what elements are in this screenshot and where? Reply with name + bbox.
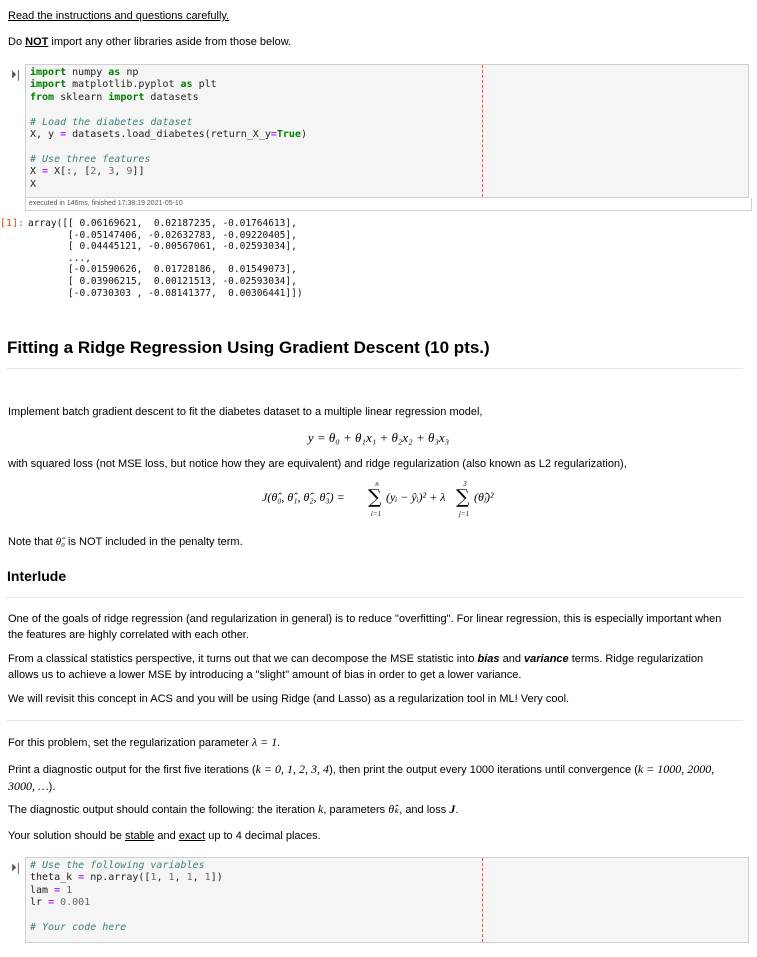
not-emphasis: NOT xyxy=(25,36,49,48)
output-prompt: [1]: xyxy=(0,218,25,229)
implement-text: Implement batch gradient descent to fit the diabetes dataset to a multiple linear regression model, xyxy=(8,406,483,418)
squared-loss-text: with squared loss (not MSE loss, but notice how they are equivalent) and ridge regularization (also known as L2 regularization), xyxy=(8,458,627,470)
divider xyxy=(6,368,743,369)
divider xyxy=(6,597,743,598)
interlude-paragraph-2: From a classical statistics perspective, it turns out that we can decompose the MSE statistic into bias and variance terms. Ridge regularization allows us to achieve a lower MSE by introducing a "slight" amount of bias in order to get a lower variance. xyxy=(8,653,704,681)
code-cell-solution[interactable] xyxy=(25,857,749,943)
instructions-heading xyxy=(8,8,743,24)
output-array: array([[ 0.06169621, 0.02187235, -0.01764613], [-0.05147406, -0.02632783, -0.09220405], [ 0.04445121, -0.00567061, -0.02593034], ..., [-0.01590626, 0.01728186, 0.01549073], [ 0.03906215, 0.00121513, -0.02593034], [-0.0730303 , -0.08141377, 0.00306441]]) xyxy=(28,218,303,299)
loss-equation: J(θ̂₀, θ̂₁, θ̂₂, θ̂₃) = n ∑ i=1 (yᵢ − ŷᵢ)² + λ 3 ∑ j=1 (θ̂ⱼ)² xyxy=(262,480,494,518)
run-cell-icon[interactable]: ⏵| xyxy=(11,68,21,81)
code-cell-imports[interactable] xyxy=(25,64,749,198)
diagnostic-contents: The diagnostic output should contain the following: the iteration k, parameters θ̂ₖ, and loss J. xyxy=(8,802,459,816)
model-equation: y = θ₀ + θ₁x₁ + θ₂x₂ + θ₃x₃ xyxy=(307,430,450,445)
line-length-ruler xyxy=(482,858,483,942)
import-restriction: Do NOT import any other libraries aside from those below. xyxy=(8,36,292,48)
interlude-paragraph-1: One of the goals of ridge regression (and regularization in general) is to reduce "overfitting". For linear regression, this is especially important when the features are highly correlated with each other. xyxy=(8,613,722,641)
sum-symbol: ∑ xyxy=(368,486,382,508)
read-instructions-text: Read the instructions and questions carefully. xyxy=(8,10,230,22)
sum-symbol: ∑ xyxy=(456,486,470,508)
interlude-title: Interlude xyxy=(7,568,67,584)
section-title: Fitting a Ridge Regression Using Gradient Descent (10 pts.) xyxy=(7,338,490,357)
diagnostic-instruction: Print a diagnostic output for the first five iterations (k = 0, 1, 2, 3, 4), then print the output every 1000 iterations until convergence (k = 1000, 2000, 3000, …). xyxy=(8,762,715,793)
run-cell-icon[interactable]: ⏵| xyxy=(11,861,21,874)
interlude-paragraph-3: We will revisit this concept in ACS and you will be using Ridge (and Lasso) as a regularization tool in ML! Very cool. xyxy=(8,693,570,705)
code-editor[interactable]: import numpy as np import matplotlib.pyplot as plt from sklearn import datasets # Load the diabetes dataset X, y = datasets.load_diabetes(return_X_y=True) # Use three features X = X[:, [2, 3, 9]] X xyxy=(30,67,307,190)
lambda-instruction: For this problem, set the regularization parameter λ = 1. xyxy=(8,735,281,749)
execution-status: executed in 146ms, finished 17:38:19 2021-05-10 xyxy=(25,198,752,211)
line-length-ruler xyxy=(482,65,483,197)
code-editor[interactable]: # Use the following variables theta_k = np.array([1, 1, 1, 1]) lam = 1 lr = 0.001 # Your code here xyxy=(30,860,223,934)
precision-requirement: Your solution should be stable and exact up to 4 decimal places. xyxy=(8,830,321,842)
divider xyxy=(6,720,743,721)
penalty-note: Note that θ̂₀ is NOT included in the penalty term. xyxy=(8,536,243,548)
